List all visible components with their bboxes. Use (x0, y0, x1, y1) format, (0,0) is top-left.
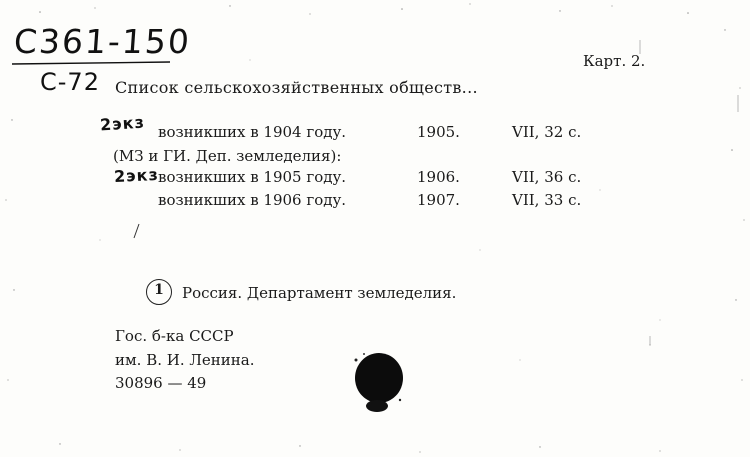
copies-mark: 2экз (113, 164, 160, 187)
row-volume: VII, 32 с. (512, 123, 582, 141)
row-year: 1906. (417, 168, 460, 186)
subject-number-circle (146, 279, 172, 305)
row-volume: VII, 33 с. (512, 191, 582, 209)
call-number: С361-150 (12, 22, 193, 61)
row-text: возникших в 1904 году. (158, 123, 347, 141)
row-volume: VII, 36 с. (512, 168, 582, 186)
row-year: 1907. (417, 191, 460, 209)
call-number-secondary: С-72 (40, 68, 100, 96)
row-text: возникших в 1906 году. (158, 191, 347, 209)
card-label: Карт. 2. (583, 52, 646, 70)
row-year: 1905. (417, 123, 460, 141)
subject-heading: Россия. Департамент земледелия. (182, 284, 457, 302)
punch-hole (350, 350, 410, 420)
library-line-1: Гос. б-ка СССР (115, 327, 234, 345)
row-text: возникших в 1905 году. (158, 168, 347, 186)
library-line-3: 30896 — 49 (115, 374, 207, 392)
subject-number: 1 (154, 282, 164, 298)
copies-mark: 2экз (99, 112, 146, 135)
card-title: Список сельскохозяйственных обществ... (115, 78, 478, 97)
library-line-2: им. В. И. Ленина. (115, 351, 255, 369)
row-publisher: (МЗ и ГИ. Деп. земледелия): (113, 147, 342, 165)
